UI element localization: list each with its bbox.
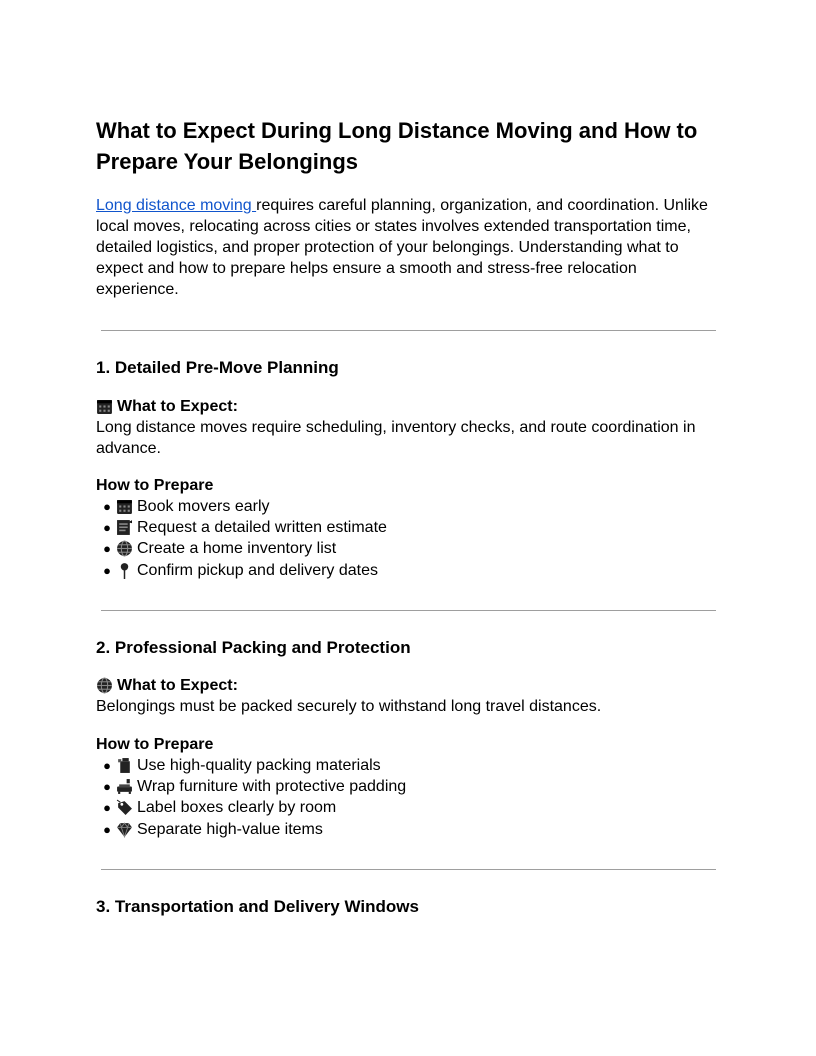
intro-text: requires careful planning, organization, and coordination. Unlike local moves, relocating across cities or states involves extended transportation time, detailed logistics, and proper protection of your belongings. Understanding what to expect and how to prepare helps ensure a smooth and stress-free relocation experience.	[96, 197, 708, 298]
bullet: ●	[103, 562, 111, 578]
list-item	[96, 819, 406, 840]
list-item-text: Book movers early	[137, 498, 270, 516]
expect-description: Belongings must be packed securely to withstand long travel distances.	[96, 698, 602, 715]
page-title: What to Expect During Long Distance Moving and How to Prepare Your Belongings	[96, 118, 698, 174]
intro-paragraph	[96, 195, 720, 300]
bullet: ●	[103, 800, 111, 816]
calendar-icon	[116, 498, 133, 515]
pin-icon	[116, 562, 133, 579]
long-distance-moving-link[interactable]: Long distance moving	[96, 197, 257, 214]
list-item-text: Separate high-value items	[137, 820, 323, 838]
list-item	[96, 517, 387, 538]
couch-icon	[116, 778, 133, 795]
prepare-list	[96, 496, 387, 581]
tape-icon	[116, 757, 133, 774]
section-divider	[101, 869, 716, 870]
list-item-text: Label boxes clearly by room	[137, 799, 337, 817]
bullet: ●	[103, 779, 111, 795]
bullet: ●	[103, 499, 111, 515]
section-divider	[101, 610, 716, 611]
prepare-list	[96, 755, 406, 840]
list-item	[96, 797, 406, 818]
memo-icon	[116, 519, 133, 536]
list-item-text: Create a home inventory list	[137, 540, 337, 558]
bullet: ●	[103, 821, 111, 837]
list-item	[96, 755, 406, 776]
section-heading: 2. Professional Packing and Protection	[96, 638, 411, 657]
globe-icon	[116, 540, 133, 557]
how-to-prepare-label: How to Prepare	[96, 477, 214, 494]
gem-icon	[116, 821, 133, 838]
list-item	[96, 538, 387, 559]
what-to-expect-label	[96, 396, 238, 417]
tag-icon	[116, 799, 133, 816]
what-to-expect-text: What to Expect:	[117, 677, 238, 694]
section-heading: 3. Transportation and Delivery Windows	[96, 897, 419, 916]
section-divider	[101, 330, 716, 331]
bullet: ●	[103, 541, 111, 557]
list-item-text: Request a detailed written estimate	[137, 519, 387, 537]
section-heading: 1. Detailed Pre-Move Planning	[96, 358, 339, 377]
list-item-text: Wrap furniture with protective padding	[137, 778, 407, 796]
globe-icon	[96, 677, 113, 694]
bullet: ●	[103, 758, 111, 774]
expect-description: Long distance moves require scheduling, inventory checks, and route coordination in advance.	[96, 419, 696, 457]
list-item	[96, 776, 406, 797]
calendar-icon	[96, 398, 113, 415]
what-to-expect-label	[96, 675, 238, 696]
how-to-prepare-label: How to Prepare	[96, 736, 214, 753]
bullet: ●	[103, 520, 111, 536]
what-to-expect-text: What to Expect:	[117, 398, 238, 415]
list-item-text: Confirm pickup and delivery dates	[137, 561, 379, 579]
list-item	[96, 496, 387, 517]
list-item-text: Use high-quality packing materials	[137, 757, 381, 775]
list-item	[96, 560, 387, 581]
